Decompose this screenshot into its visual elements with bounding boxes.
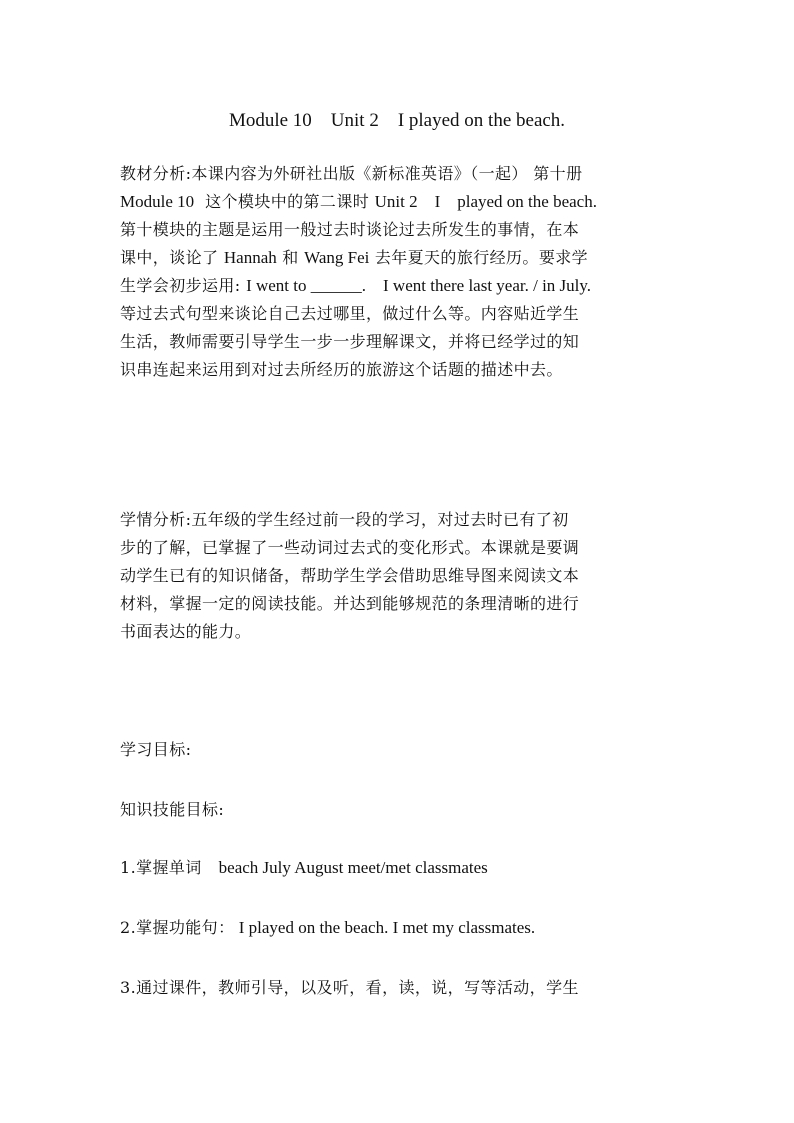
learner-line: 书面表达的能力。 xyxy=(120,622,252,641)
analysis-line xyxy=(120,244,680,272)
analysis-line: 生活，教师需要引导学生一步一步理解课文，并将已经学过的知 xyxy=(120,332,580,351)
vocabulary-list: beach July August meet/met classmates xyxy=(201,858,488,877)
page-title: Module 10 Unit 2 I played on the beach. xyxy=(228,110,566,131)
analysis-line: 等过去式句型来谈论自己去过哪里，做过什么等。内容贴近学生 xyxy=(120,304,580,323)
unit-label: Unit 2 I played on the beach. xyxy=(374,192,597,211)
goal-item-line xyxy=(120,914,680,942)
analysis-text: 去年夏天的旅行经历。要求学 xyxy=(369,248,589,267)
name-hannah: Hannah xyxy=(223,248,277,267)
goal-item-1 xyxy=(120,854,680,882)
learning-goals-text: 学习目标: xyxy=(120,740,192,759)
analysis-text: 课中，谈论了 xyxy=(120,248,224,267)
analysis-text: 这个模块中的第二课时 xyxy=(194,192,375,211)
goal-item-label: 2.掌握功能句： xyxy=(120,918,235,937)
goal-item-3 xyxy=(120,974,680,1002)
knowledge-skills-text: 知识技能目标: xyxy=(120,800,225,819)
learner-analysis-paragraph xyxy=(120,506,680,646)
module-label: Module 10 xyxy=(120,192,195,211)
analysis-text: 生学会初步运用: xyxy=(120,276,247,295)
function-sentences: I played on the beach. I met my classmates. xyxy=(234,918,536,937)
goal-item-label: 1.掌握单词 xyxy=(120,858,202,877)
goal-item-2 xyxy=(120,914,680,942)
textbook-analysis-paragraph xyxy=(120,160,680,384)
name-wang-fei: Wang Fei xyxy=(304,248,370,267)
learner-line: 材料，掌握一定的阅读技能。并达到能够规范的条理清晰的进行 xyxy=(120,594,580,613)
knowledge-skills-heading xyxy=(120,796,680,824)
analysis-line: 第十模块的主题是运用一般过去时谈论过去所发生的事情，在本 xyxy=(120,220,580,239)
analysis-text: 和 xyxy=(276,248,305,267)
sentence-pattern: I went to ______. I went there last year. / in July. xyxy=(246,276,592,295)
goal-item-line xyxy=(120,854,680,882)
learner-line: 学情分析:五年级的学生经过前一段的学习，对过去时已有了初 xyxy=(120,510,569,529)
analysis-line: 教材分析:本课内容为外研社出版《新标准英语》（一起） 第十册 xyxy=(120,164,583,183)
learner-line: 动学生已有的知识储备，帮助学生学会借助思维导图来阅读文本 xyxy=(120,566,580,585)
learning-goals-heading xyxy=(120,736,680,764)
analysis-line: 识串连起来运用到对过去所经历的旅游这个话题的描述中去。 xyxy=(120,360,563,379)
analysis-line xyxy=(120,272,680,300)
goal-item-line: 3.通过课件，教师引导，以及听，看，读，说，写等活动，学生 xyxy=(120,978,579,997)
analysis-line xyxy=(120,188,680,216)
learner-line: 步的了解，已掌握了一些动词过去式的变化形式。本课就是要调 xyxy=(120,538,580,557)
